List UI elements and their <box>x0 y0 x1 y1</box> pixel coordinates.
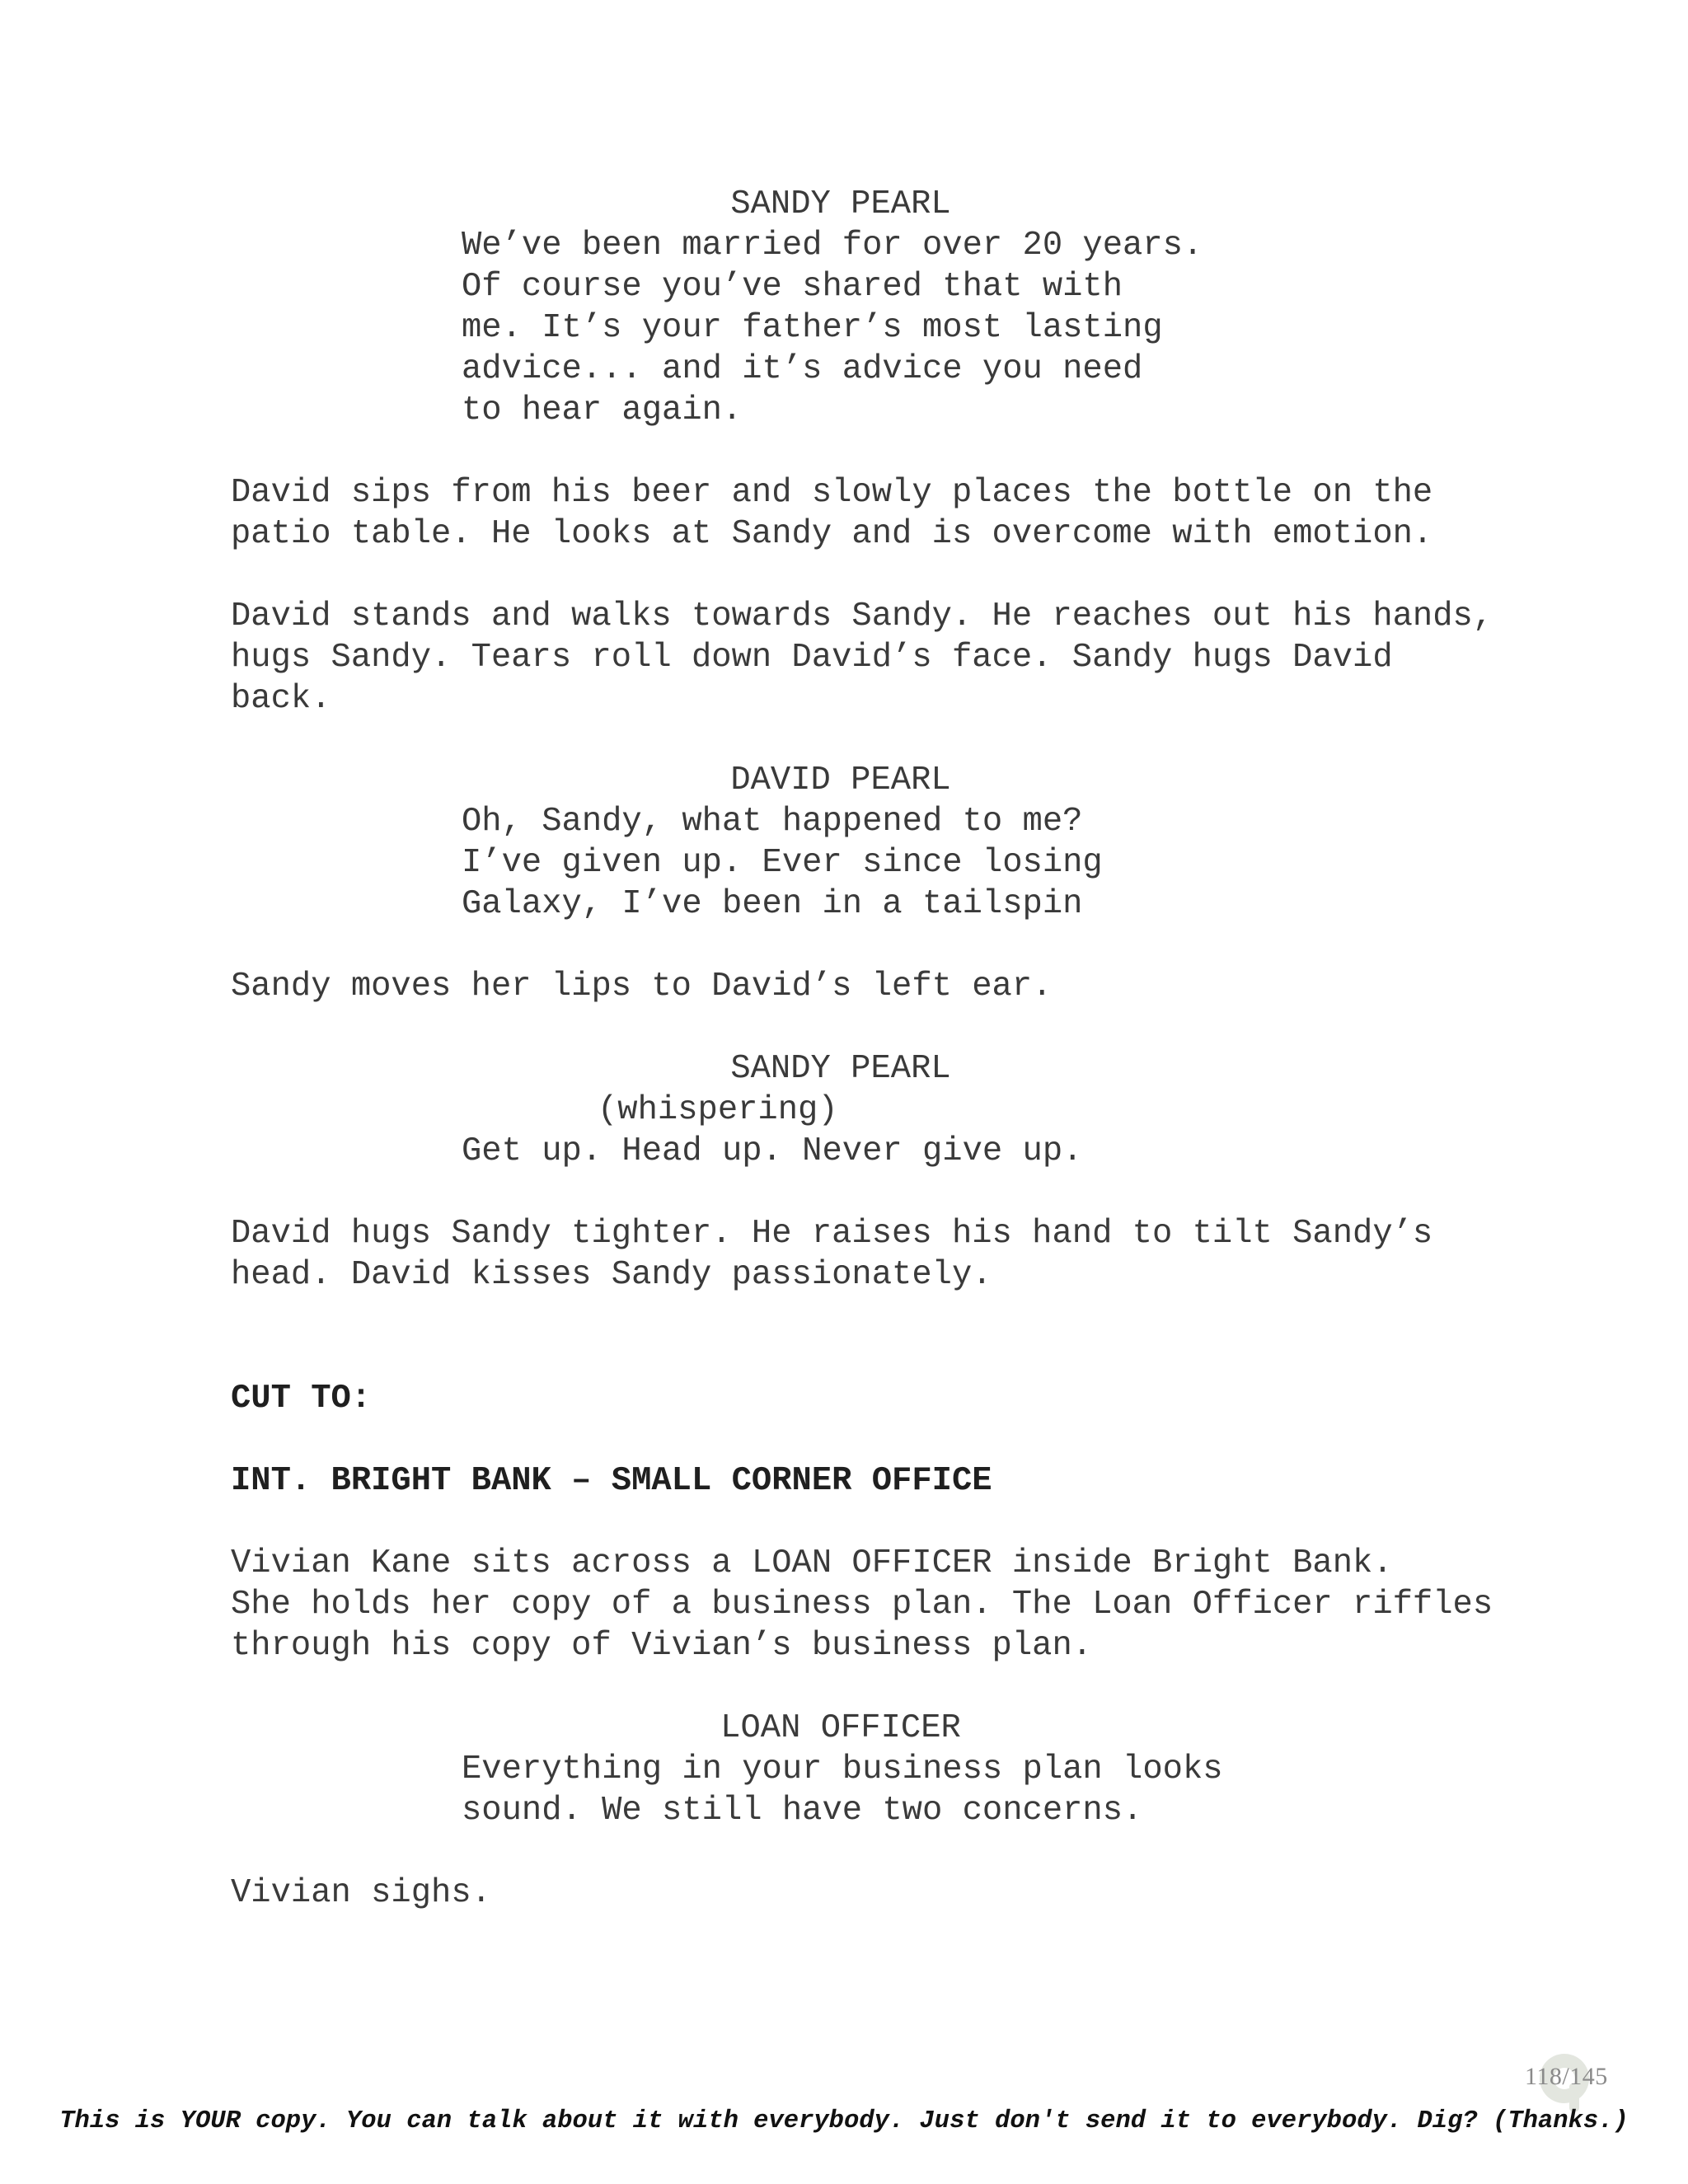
character-name: DAVID PEARL <box>730 762 951 799</box>
dialogue-line: to hear again. <box>462 391 743 429</box>
action-line: She holds her copy of a business plan. The Loan Officer riffles <box>231 1586 1493 1624</box>
action-line: Vivian sighs. <box>231 1874 491 1912</box>
action-line: back. <box>231 680 331 718</box>
action-line: patio table. He looks at Sandy and is overcome with emotion. <box>231 515 1433 553</box>
dialogue-line: advice... and it’s advice you need <box>462 350 1143 388</box>
action-line: David hugs Sandy tighter. He raises his hand to tilt Sandy’s <box>231 1215 1433 1253</box>
scene-heading: INT. BRIGHT BANK – SMALL CORNER OFFICE <box>231 1462 992 1500</box>
transition: CUT TO: <box>231 1380 372 1418</box>
dialogue-line: Galaxy, I’ve been in a tailspin <box>462 885 1083 923</box>
dialogue-line: Oh, Sandy, what happened to me? <box>462 803 1083 841</box>
dialogue-line: Of course you’ve shared that with <box>462 268 1123 306</box>
dialogue-line: I’ve given up. Ever since losing <box>462 844 1103 882</box>
dialogue-line: Get up. Head up. Never give up. <box>462 1132 1083 1170</box>
footer-notice: This is YOUR copy. You can talk about it with everybody. Just don't send it to everybody. Dig? (Thanks.) <box>59 2107 1629 2135</box>
action-line: Sandy moves her lips to David’s left ear. <box>231 968 1053 1005</box>
dialogue-line: We’ve been married for over 20 years. <box>462 227 1203 265</box>
dialogue-line: me. It’s your father’s most lasting <box>462 309 1163 347</box>
action-line: through his copy of Vivian’s business plan. <box>231 1627 1093 1665</box>
action-line: David stands and walks towards Sandy. He reaches out his hands, <box>231 598 1493 635</box>
dialogue-line: sound. We still have two concerns. <box>462 1792 1143 1830</box>
action-line: hugs Sandy. Tears roll down David’s face. Sandy hugs David <box>231 639 1393 677</box>
action-line: David sips from his beer and slowly places the bottle on the <box>231 474 1433 512</box>
page-number: 118/145 <box>1525 2063 1608 2090</box>
character-name: SANDY PEARL <box>730 185 951 223</box>
character-name: LOAN OFFICER <box>720 1709 961 1747</box>
character-name: SANDY PEARL <box>730 1050 951 1088</box>
dialogue-line: Everything in your business plan looks <box>462 1750 1223 1788</box>
action-line: head. David kisses Sandy passionately. <box>231 1256 992 1294</box>
action-line: Vivian Kane sits across a LOAN OFFICER inside Bright Bank. <box>231 1544 1393 1582</box>
parenthetical: (whispering) <box>598 1091 838 1129</box>
